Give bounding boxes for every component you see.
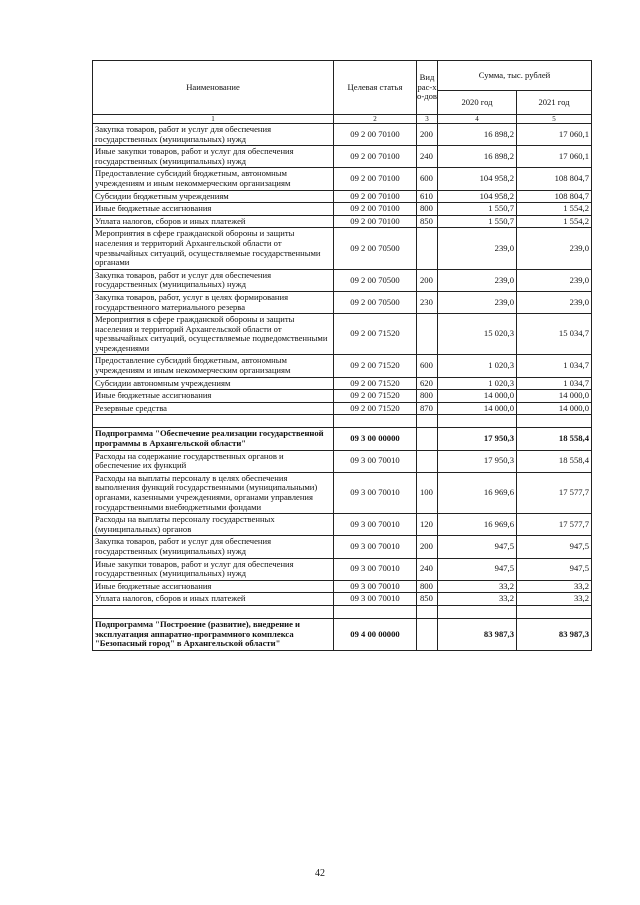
row-name-cell: Предоставление субсидий бюджетным, автономным учреждениям и иным некоммерческим организациям	[93, 355, 334, 377]
row-expense-kind-cell: 600	[417, 355, 438, 377]
row-expense-kind-cell	[417, 618, 438, 650]
row-sum-2020-cell: 14 000,0	[438, 402, 517, 415]
row-expense-kind-cell: 120	[417, 514, 438, 536]
row-target-article-cell: 09 2 00 71520	[334, 355, 417, 377]
row-expense-kind-cell: 610	[417, 190, 438, 203]
row-name-cell: Субсидии автономным учреждениям	[93, 377, 334, 390]
empty-cell	[438, 415, 517, 428]
row-expense-kind-cell: 850	[417, 215, 438, 228]
row-name-cell: Иные бюджетные ассигнования	[93, 203, 334, 216]
table-row	[93, 203, 592, 216]
row-name-cell: Закупка товаров, работ и услуг для обеспечения государственных (муниципальных) нужд	[93, 124, 334, 146]
table-row	[93, 215, 592, 228]
row-name-cell: Подпрограмма "Построение (развитие), внедрение и эксплуатация аппаратно-программного комплекса "Безопасный город" в Архангельской области"	[93, 618, 334, 650]
row-sum-2020-cell: 1 550,7	[438, 203, 517, 216]
row-target-article-cell: 09 2 00 70500	[334, 228, 417, 269]
row-expense-kind-cell: 800	[417, 203, 438, 216]
row-sum-2021-cell: 17 060,1	[517, 146, 592, 168]
empty-cell	[417, 605, 438, 618]
table-row	[93, 593, 592, 606]
row-sum-2020-cell: 83 987,3	[438, 618, 517, 650]
row-expense-kind-cell	[417, 450, 438, 472]
row-sum-2020-cell: 16 969,6	[438, 514, 517, 536]
row-sum-2020-cell: 33,2	[438, 580, 517, 593]
row-sum-2021-cell: 33,2	[517, 580, 592, 593]
row-name-cell: Предоставление субсидий бюджетным, автономным учреждениям и иным некоммерческим организациям	[93, 168, 334, 190]
row-expense-kind-cell: 800	[417, 390, 438, 403]
index-cell: 3	[417, 115, 438, 124]
row-sum-2021-cell: 1 034,7	[517, 355, 592, 377]
row-target-article-cell: 09 2 00 71520	[334, 402, 417, 415]
row-target-article-cell: 09 3 00 70010	[334, 450, 417, 472]
table-row	[93, 618, 592, 650]
empty-cell	[93, 415, 334, 428]
row-target-article-cell: 09 3 00 70010	[334, 514, 417, 536]
index-cell: 4	[438, 115, 517, 124]
row-sum-2020-cell: 14 000,0	[438, 390, 517, 403]
row-target-article-cell: 09 3 00 70010	[334, 593, 417, 606]
row-sum-2020-cell: 1 020,3	[438, 377, 517, 390]
table-row	[93, 428, 592, 450]
row-sum-2021-cell: 18 558,4	[517, 450, 592, 472]
table-row	[93, 168, 592, 190]
header-expense-kind: Вид рас-хо-дов	[417, 61, 438, 115]
table-row	[93, 124, 592, 146]
table-row	[93, 514, 592, 536]
row-name-cell: Иные бюджетные ассигнования	[93, 580, 334, 593]
row-sum-2021-cell: 239,0	[517, 291, 592, 313]
row-expense-kind-cell: 870	[417, 402, 438, 415]
table-row	[93, 355, 592, 377]
row-sum-2020-cell: 16 898,2	[438, 146, 517, 168]
row-target-article-cell: 09 2 00 70100	[334, 124, 417, 146]
index-cell: 2	[334, 115, 417, 124]
row-sum-2020-cell: 16 969,6	[438, 472, 517, 513]
index-cell: 1	[93, 115, 334, 124]
row-sum-2021-cell: 15 034,7	[517, 314, 592, 355]
row-target-article-cell: 09 2 00 70100	[334, 146, 417, 168]
row-target-article-cell: 09 2 00 70100	[334, 215, 417, 228]
table-row	[93, 536, 592, 558]
budget-table	[92, 60, 592, 651]
row-name-cell: Мероприятия в сфере гражданской обороны и защиты населения и территорий Архангельской области от чрезвычайных ситуаций, осуществляемые государственными органами	[93, 228, 334, 269]
spacer-row	[93, 605, 592, 618]
row-sum-2020-cell: 15 020,3	[438, 314, 517, 355]
row-sum-2021-cell: 17 577,7	[517, 514, 592, 536]
row-name-cell: Уплата налогов, сборов и иных платежей	[93, 593, 334, 606]
row-sum-2020-cell: 947,5	[438, 536, 517, 558]
row-sum-2020-cell: 1 020,3	[438, 355, 517, 377]
row-target-article-cell: 09 3 00 70010	[334, 472, 417, 513]
row-sum-2020-cell: 17 950,3	[438, 450, 517, 472]
row-sum-2020-cell: 239,0	[438, 228, 517, 269]
row-target-article-cell: 09 3 00 70010	[334, 580, 417, 593]
page-number: 42	[315, 868, 325, 879]
index-cell: 5	[517, 115, 592, 124]
spacer-row	[93, 415, 592, 428]
row-target-article-cell: 09 4 00 00000	[334, 618, 417, 650]
row-target-article-cell: 09 3 00 70010	[334, 558, 417, 580]
table-row	[93, 377, 592, 390]
table-row	[93, 228, 592, 269]
budget-table-sheet	[92, 60, 591, 651]
empty-cell	[93, 605, 334, 618]
row-expense-kind-cell: 600	[417, 168, 438, 190]
row-sum-2020-cell: 239,0	[438, 291, 517, 313]
row-name-cell: Закупка товаров, работ и услуг для обеспечения государственных (муниципальных) нужд	[93, 269, 334, 291]
row-target-article-cell: 09 3 00 00000	[334, 428, 417, 450]
row-sum-2020-cell: 947,5	[438, 558, 517, 580]
table-row	[93, 269, 592, 291]
row-sum-2021-cell: 33,2	[517, 593, 592, 606]
row-name-cell: Иные закупки товаров, работ и услуг для обеспечения государственных (муниципальных) нужд	[93, 146, 334, 168]
row-name-cell: Уплата налогов, сборов и иных платежей	[93, 215, 334, 228]
row-name-cell: Субсидии бюджетным учреждениям	[93, 190, 334, 203]
row-expense-kind-cell: 800	[417, 580, 438, 593]
table-row	[93, 146, 592, 168]
row-name-cell: Закупка товаров, работ и услуг для обеспечения государственных (муниципальных) нужд	[93, 536, 334, 558]
header-sum: Сумма, тыс. рублей	[438, 61, 592, 91]
table-row	[93, 314, 592, 355]
row-sum-2020-cell: 239,0	[438, 269, 517, 291]
row-target-article-cell: 09 2 00 70500	[334, 269, 417, 291]
row-sum-2021-cell: 947,5	[517, 536, 592, 558]
row-sum-2021-cell: 1 034,7	[517, 377, 592, 390]
row-expense-kind-cell	[417, 228, 438, 269]
row-name-cell: Подпрограмма "Обеспечение реализации государственной программы в Архангельской области"	[93, 428, 334, 450]
row-expense-kind-cell: 230	[417, 291, 438, 313]
row-name-cell: Расходы на содержание государственных органов и обеспечение их функций	[93, 450, 334, 472]
row-expense-kind-cell: 620	[417, 377, 438, 390]
row-sum-2021-cell: 17 577,7	[517, 472, 592, 513]
row-sum-2021-cell: 239,0	[517, 228, 592, 269]
row-target-article-cell: 09 2 00 71520	[334, 377, 417, 390]
row-expense-kind-cell: 100	[417, 472, 438, 513]
row-sum-2021-cell: 14 000,0	[517, 390, 592, 403]
row-sum-2020-cell: 1 550,7	[438, 215, 517, 228]
row-sum-2021-cell: 14 000,0	[517, 402, 592, 415]
row-expense-kind-cell: 240	[417, 558, 438, 580]
row-expense-kind-cell: 240	[417, 146, 438, 168]
table-row	[93, 472, 592, 513]
table-row	[93, 291, 592, 313]
row-expense-kind-cell	[417, 428, 438, 450]
row-target-article-cell: 09 2 00 71520	[334, 390, 417, 403]
row-name-cell: Резервные средства	[93, 402, 334, 415]
row-sum-2021-cell: 1 554,2	[517, 215, 592, 228]
header-year-2021: 2021 год	[517, 91, 592, 115]
row-expense-kind-cell	[417, 314, 438, 355]
header-target-article: Целевая статья	[334, 61, 417, 115]
row-sum-2021-cell: 83 987,3	[517, 618, 592, 650]
table-row	[93, 402, 592, 415]
row-sum-2021-cell: 17 060,1	[517, 124, 592, 146]
row-sum-2020-cell: 104 958,2	[438, 168, 517, 190]
row-expense-kind-cell: 200	[417, 269, 438, 291]
empty-cell	[417, 415, 438, 428]
row-name-cell: Расходы на выплаты персоналу в целях обеспечения выполнения функций государственными (муниципальными) органами, казенными учреждениями, органами управления государственными внебюджетными фондами	[93, 472, 334, 513]
row-target-article-cell: 09 2 00 70100	[334, 168, 417, 190]
table-body	[93, 124, 592, 651]
empty-cell	[517, 415, 592, 428]
table-row	[93, 558, 592, 580]
row-name-cell: Закупка товаров, работ, услуг в целях формирования государственного материального резерва	[93, 291, 334, 313]
header-name: Наименование	[93, 61, 334, 115]
row-target-article-cell: 09 2 00 70500	[334, 291, 417, 313]
row-sum-2021-cell: 239,0	[517, 269, 592, 291]
row-expense-kind-cell: 200	[417, 124, 438, 146]
table-row	[93, 450, 592, 472]
table-row	[93, 190, 592, 203]
row-sum-2021-cell: 108 804,7	[517, 190, 592, 203]
row-sum-2021-cell: 18 558,4	[517, 428, 592, 450]
row-name-cell: Мероприятия в сфере гражданской обороны и защиты населения и территорий Архангельской области от чрезвычайных ситуаций, осуществляемые подведомственными учреждениями	[93, 314, 334, 355]
header-year-2020: 2020 год	[438, 91, 517, 115]
row-sum-2020-cell: 33,2	[438, 593, 517, 606]
row-sum-2021-cell: 1 554,2	[517, 203, 592, 216]
empty-cell	[334, 415, 417, 428]
row-expense-kind-cell: 850	[417, 593, 438, 606]
row-sum-2021-cell: 947,5	[517, 558, 592, 580]
row-name-cell: Иные закупки товаров, работ и услуг для обеспечения государственных (муниципальных) нужд	[93, 558, 334, 580]
row-sum-2020-cell: 104 958,2	[438, 190, 517, 203]
table-row	[93, 390, 592, 403]
table-row	[93, 580, 592, 593]
row-target-article-cell: 09 2 00 71520	[334, 314, 417, 355]
row-target-article-cell: 09 2 00 70100	[334, 203, 417, 216]
row-sum-2020-cell: 17 950,3	[438, 428, 517, 450]
row-sum-2020-cell: 16 898,2	[438, 124, 517, 146]
row-target-article-cell: 09 3 00 70010	[334, 536, 417, 558]
empty-cell	[517, 605, 592, 618]
row-target-article-cell: 09 2 00 70100	[334, 190, 417, 203]
row-name-cell: Иные бюджетные ассигнования	[93, 390, 334, 403]
row-expense-kind-cell: 200	[417, 536, 438, 558]
empty-cell	[438, 605, 517, 618]
row-name-cell: Расходы на выплаты персоналу государственных (муниципальных) органов	[93, 514, 334, 536]
row-sum-2021-cell: 108 804,7	[517, 168, 592, 190]
empty-cell	[334, 605, 417, 618]
